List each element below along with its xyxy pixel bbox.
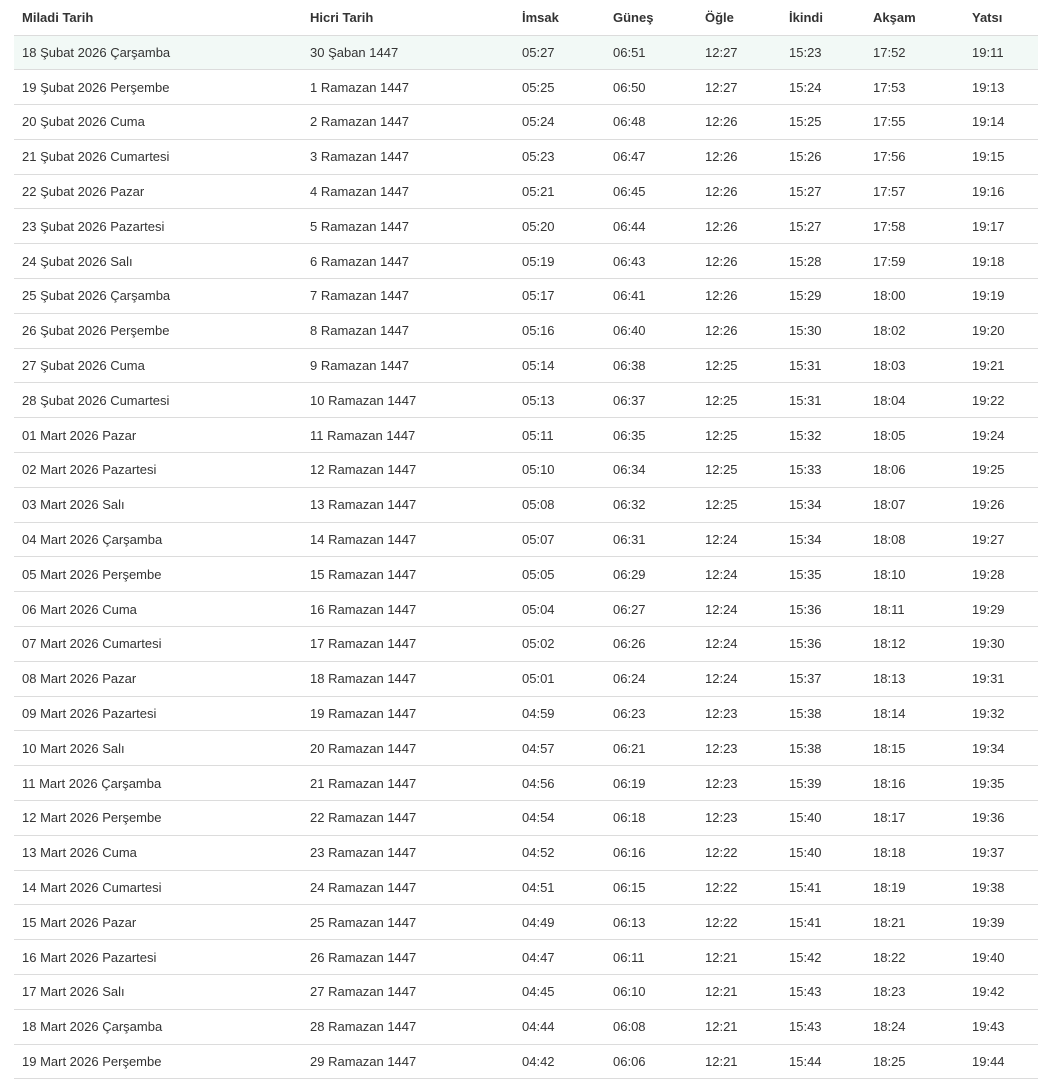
- gunes-cell: 06:18: [605, 801, 697, 836]
- gregorian-date-cell: 04 Mart 2026 Çarşamba: [14, 522, 302, 557]
- ogle-cell: 12:22: [697, 905, 781, 940]
- gregorian-date-cell: 23 Şubat 2026 Pazartesi: [14, 209, 302, 244]
- hijri-date-cell: 17 Ramazan 1447: [302, 627, 514, 662]
- gunes-cell: 06:34: [605, 453, 697, 488]
- gregorian-date-cell: 15 Mart 2026 Pazar: [14, 905, 302, 940]
- hijri-date-cell: 10 Ramazan 1447: [302, 383, 514, 418]
- imsak-cell: 05:01: [514, 661, 605, 696]
- yatsi-cell: 19:44: [964, 1044, 1038, 1079]
- hijri-date-cell: 3 Ramazan 1447: [302, 139, 514, 174]
- yatsi-cell: 19:37: [964, 835, 1038, 870]
- ikindi-cell: 15:40: [781, 801, 865, 836]
- hijri-date-cell: 7 Ramazan 1447: [302, 279, 514, 314]
- aksam-cell: 18:15: [865, 731, 964, 766]
- aksam-cell: 18:25: [865, 1044, 964, 1079]
- ikindi-cell: 15:27: [781, 209, 865, 244]
- hijri-date-cell: 16 Ramazan 1447: [302, 592, 514, 627]
- table-row: [14, 139, 1038, 174]
- aksam-cell: 18:21: [865, 905, 964, 940]
- imsak-cell: 05:02: [514, 627, 605, 662]
- ikindi-cell: 15:41: [781, 905, 865, 940]
- ogle-cell: 12:24: [697, 522, 781, 557]
- yatsi-cell: 19:39: [964, 905, 1038, 940]
- table-row: [14, 313, 1038, 348]
- gregorian-date-cell: 05 Mart 2026 Perşembe: [14, 557, 302, 592]
- yatsi-cell: 19:30: [964, 627, 1038, 662]
- gregorian-date-cell: 09 Mart 2026 Pazartesi: [14, 696, 302, 731]
- ogle-cell: 12:21: [697, 1044, 781, 1079]
- ikindi-cell: 15:27: [781, 174, 865, 209]
- yatsi-cell: 19:26: [964, 487, 1038, 522]
- gunes-cell: 06:29: [605, 557, 697, 592]
- table-row: [14, 940, 1038, 975]
- imsak-cell: 05:25: [514, 70, 605, 105]
- table-row: [14, 731, 1038, 766]
- gunes-cell: 06:13: [605, 905, 697, 940]
- imsak-cell: 04:59: [514, 696, 605, 731]
- table-row: [14, 418, 1038, 453]
- yatsi-cell: 19:21: [964, 348, 1038, 383]
- ogle-cell: 12:25: [697, 383, 781, 418]
- imsak-cell: 05:17: [514, 279, 605, 314]
- aksam-cell: 18:13: [865, 661, 964, 696]
- yatsi-cell: 19:36: [964, 801, 1038, 836]
- imsak-cell: 04:51: [514, 870, 605, 905]
- table-row: [14, 592, 1038, 627]
- hijri-date-cell: 11 Ramazan 1447: [302, 418, 514, 453]
- gunes-cell: 06:06: [605, 1044, 697, 1079]
- ikindi-cell: 15:42: [781, 940, 865, 975]
- header-aksam: Akşam: [865, 0, 964, 35]
- ikindi-cell: 15:38: [781, 731, 865, 766]
- gunes-cell: 06:40: [605, 313, 697, 348]
- ikindi-cell: 15:24: [781, 70, 865, 105]
- yatsi-cell: 19:40: [964, 940, 1038, 975]
- ikindi-cell: 15:34: [781, 487, 865, 522]
- header-gunes: Güneş: [605, 0, 697, 35]
- ogle-cell: 12:22: [697, 870, 781, 905]
- hijri-date-cell: 18 Ramazan 1447: [302, 661, 514, 696]
- ikindi-cell: 15:28: [781, 244, 865, 279]
- table-row: [14, 696, 1038, 731]
- ogle-cell: 12:23: [697, 696, 781, 731]
- table-row: [14, 835, 1038, 870]
- gunes-cell: 06:47: [605, 139, 697, 174]
- ikindi-cell: 15:23: [781, 35, 865, 70]
- aksam-cell: 18:16: [865, 766, 964, 801]
- aksam-cell: 18:18: [865, 835, 964, 870]
- table-row: [14, 174, 1038, 209]
- gunes-cell: 06:51: [605, 35, 697, 70]
- ikindi-cell: 15:43: [781, 1009, 865, 1044]
- gregorian-date-cell: 08 Mart 2026 Pazar: [14, 661, 302, 696]
- yatsi-cell: 19:38: [964, 870, 1038, 905]
- hijri-date-cell: 22 Ramazan 1447: [302, 801, 514, 836]
- yatsi-cell: 19:11: [964, 35, 1038, 70]
- ikindi-cell: 15:44: [781, 1044, 865, 1079]
- table-body: [14, 35, 1038, 1079]
- gunes-cell: 06:21: [605, 731, 697, 766]
- ogle-cell: 12:24: [697, 592, 781, 627]
- imsak-cell: 05:05: [514, 557, 605, 592]
- ogle-cell: 12:25: [697, 453, 781, 488]
- table-row: [14, 70, 1038, 105]
- table-row: [14, 453, 1038, 488]
- gregorian-date-cell: 26 Şubat 2026 Perşembe: [14, 313, 302, 348]
- gregorian-date-cell: 19 Şubat 2026 Perşembe: [14, 70, 302, 105]
- imsak-cell: 05:16: [514, 313, 605, 348]
- gunes-cell: 06:48: [605, 105, 697, 140]
- hijri-date-cell: 13 Ramazan 1447: [302, 487, 514, 522]
- prayer-times-table: [14, 0, 1038, 1079]
- table-row: [14, 975, 1038, 1010]
- imsak-cell: 04:57: [514, 731, 605, 766]
- imsak-cell: 04:45: [514, 975, 605, 1010]
- ogle-cell: 12:25: [697, 418, 781, 453]
- gregorian-date-cell: 12 Mart 2026 Perşembe: [14, 801, 302, 836]
- ogle-cell: 12:21: [697, 975, 781, 1010]
- header-hijri-date: Hicri Tarih: [302, 0, 514, 35]
- ikindi-cell: 15:32: [781, 418, 865, 453]
- ikindi-cell: 15:36: [781, 627, 865, 662]
- ogle-cell: 12:23: [697, 731, 781, 766]
- yatsi-cell: 19:42: [964, 975, 1038, 1010]
- ogle-cell: 12:26: [697, 105, 781, 140]
- gregorian-date-cell: 01 Mart 2026 Pazar: [14, 418, 302, 453]
- table-row: [14, 870, 1038, 905]
- header-row: [14, 0, 1038, 35]
- imsak-cell: 04:49: [514, 905, 605, 940]
- header-yatsi: Yatsı: [964, 0, 1038, 35]
- ikindi-cell: 15:34: [781, 522, 865, 557]
- yatsi-cell: 19:35: [964, 766, 1038, 801]
- gregorian-date-cell: 13 Mart 2026 Cuma: [14, 835, 302, 870]
- hijri-date-cell: 29 Ramazan 1447: [302, 1044, 514, 1079]
- imsak-cell: 05:21: [514, 174, 605, 209]
- gregorian-date-cell: 24 Şubat 2026 Salı: [14, 244, 302, 279]
- table-row: [14, 1044, 1038, 1079]
- imsak-cell: 04:44: [514, 1009, 605, 1044]
- table-row: [14, 348, 1038, 383]
- hijri-date-cell: 8 Ramazan 1447: [302, 313, 514, 348]
- aksam-cell: 18:08: [865, 522, 964, 557]
- header-ikindi: İkindi: [781, 0, 865, 35]
- table-row: [14, 279, 1038, 314]
- header-imsak: İmsak: [514, 0, 605, 35]
- imsak-cell: 05:23: [514, 139, 605, 174]
- ogle-cell: 12:24: [697, 557, 781, 592]
- gunes-cell: 06:11: [605, 940, 697, 975]
- gunes-cell: 06:44: [605, 209, 697, 244]
- aksam-cell: 17:55: [865, 105, 964, 140]
- hijri-date-cell: 30 Şaban 1447: [302, 35, 514, 70]
- ogle-cell: 12:26: [697, 279, 781, 314]
- hijri-date-cell: 20 Ramazan 1447: [302, 731, 514, 766]
- gregorian-date-cell: 27 Şubat 2026 Cuma: [14, 348, 302, 383]
- gregorian-date-cell: 18 Mart 2026 Çarşamba: [14, 1009, 302, 1044]
- ogle-cell: 12:26: [697, 209, 781, 244]
- gunes-cell: 06:43: [605, 244, 697, 279]
- yatsi-cell: 19:16: [964, 174, 1038, 209]
- aksam-cell: 18:03: [865, 348, 964, 383]
- table-row: [14, 487, 1038, 522]
- yatsi-cell: 19:43: [964, 1009, 1038, 1044]
- imsak-cell: 05:04: [514, 592, 605, 627]
- hijri-date-cell: 15 Ramazan 1447: [302, 557, 514, 592]
- imsak-cell: 05:07: [514, 522, 605, 557]
- ogle-cell: 12:22: [697, 835, 781, 870]
- ogle-cell: 12:26: [697, 313, 781, 348]
- ogle-cell: 12:25: [697, 348, 781, 383]
- ogle-cell: 12:26: [697, 244, 781, 279]
- aksam-cell: 18:06: [865, 453, 964, 488]
- hijri-date-cell: 12 Ramazan 1447: [302, 453, 514, 488]
- yatsi-cell: 19:13: [964, 70, 1038, 105]
- imsak-cell: 05:27: [514, 35, 605, 70]
- ikindi-cell: 15:38: [781, 696, 865, 731]
- gunes-cell: 06:31: [605, 522, 697, 557]
- ogle-cell: 12:24: [697, 627, 781, 662]
- aksam-cell: 18:14: [865, 696, 964, 731]
- header-gregorian-date: Miladi Tarih: [14, 0, 302, 35]
- aksam-cell: 18:12: [865, 627, 964, 662]
- imsak-cell: 05:13: [514, 383, 605, 418]
- imsak-cell: 05:20: [514, 209, 605, 244]
- gregorian-date-cell: 16 Mart 2026 Pazartesi: [14, 940, 302, 975]
- aksam-cell: 17:58: [865, 209, 964, 244]
- yatsi-cell: 19:25: [964, 453, 1038, 488]
- ikindi-cell: 15:30: [781, 313, 865, 348]
- ikindi-cell: 15:36: [781, 592, 865, 627]
- hijri-date-cell: 6 Ramazan 1447: [302, 244, 514, 279]
- ogle-cell: 12:21: [697, 1009, 781, 1044]
- hijri-date-cell: 14 Ramazan 1447: [302, 522, 514, 557]
- gregorian-date-cell: 28 Şubat 2026 Cumartesi: [14, 383, 302, 418]
- ogle-cell: 12:26: [697, 139, 781, 174]
- aksam-cell: 17:52: [865, 35, 964, 70]
- gunes-cell: 06:10: [605, 975, 697, 1010]
- gunes-cell: 06:08: [605, 1009, 697, 1044]
- yatsi-cell: 19:18: [964, 244, 1038, 279]
- aksam-cell: 17:56: [865, 139, 964, 174]
- aksam-cell: 18:17: [865, 801, 964, 836]
- gregorian-date-cell: 07 Mart 2026 Cumartesi: [14, 627, 302, 662]
- gunes-cell: 06:41: [605, 279, 697, 314]
- ikindi-cell: 15:39: [781, 766, 865, 801]
- hijri-date-cell: 2 Ramazan 1447: [302, 105, 514, 140]
- table-header: [14, 0, 1038, 35]
- gregorian-date-cell: 21 Şubat 2026 Cumartesi: [14, 139, 302, 174]
- aksam-cell: 18:07: [865, 487, 964, 522]
- ogle-cell: 12:24: [697, 661, 781, 696]
- imsak-cell: 05:10: [514, 453, 605, 488]
- table-row: [14, 209, 1038, 244]
- aksam-cell: 17:57: [865, 174, 964, 209]
- aksam-cell: 17:59: [865, 244, 964, 279]
- yatsi-cell: 19:32: [964, 696, 1038, 731]
- ogle-cell: 12:23: [697, 766, 781, 801]
- imsak-cell: 04:42: [514, 1044, 605, 1079]
- table-row: [14, 1009, 1038, 1044]
- yatsi-cell: 19:22: [964, 383, 1038, 418]
- gunes-cell: 06:50: [605, 70, 697, 105]
- hijri-date-cell: 24 Ramazan 1447: [302, 870, 514, 905]
- yatsi-cell: 19:28: [964, 557, 1038, 592]
- table-row: [14, 244, 1038, 279]
- gregorian-date-cell: 11 Mart 2026 Çarşamba: [14, 766, 302, 801]
- table-row: [14, 766, 1038, 801]
- gregorian-date-cell: 03 Mart 2026 Salı: [14, 487, 302, 522]
- yatsi-cell: 19:34: [964, 731, 1038, 766]
- gunes-cell: 06:26: [605, 627, 697, 662]
- table-row: [14, 905, 1038, 940]
- table-row: [14, 522, 1038, 557]
- imsak-cell: 04:52: [514, 835, 605, 870]
- imsak-cell: 05:11: [514, 418, 605, 453]
- imsak-cell: 04:56: [514, 766, 605, 801]
- table-row: [14, 627, 1038, 662]
- gregorian-date-cell: 25 Şubat 2026 Çarşamba: [14, 279, 302, 314]
- ikindi-cell: 15:37: [781, 661, 865, 696]
- table-row: [14, 661, 1038, 696]
- aksam-cell: 18:04: [865, 383, 964, 418]
- imsak-cell: 04:47: [514, 940, 605, 975]
- aksam-cell: 18:02: [865, 313, 964, 348]
- aksam-cell: 18:00: [865, 279, 964, 314]
- gregorian-date-cell: 17 Mart 2026 Salı: [14, 975, 302, 1010]
- yatsi-cell: 19:31: [964, 661, 1038, 696]
- gunes-cell: 06:15: [605, 870, 697, 905]
- ikindi-cell: 15:43: [781, 975, 865, 1010]
- aksam-cell: 18:24: [865, 1009, 964, 1044]
- ikindi-cell: 15:29: [781, 279, 865, 314]
- yatsi-cell: 19:14: [964, 105, 1038, 140]
- ogle-cell: 12:27: [697, 70, 781, 105]
- table-row: [14, 557, 1038, 592]
- ikindi-cell: 15:33: [781, 453, 865, 488]
- ikindi-cell: 15:26: [781, 139, 865, 174]
- ikindi-cell: 15:31: [781, 383, 865, 418]
- hijri-date-cell: 26 Ramazan 1447: [302, 940, 514, 975]
- hijri-date-cell: 25 Ramazan 1447: [302, 905, 514, 940]
- yatsi-cell: 19:19: [964, 279, 1038, 314]
- gregorian-date-cell: 19 Mart 2026 Perşembe: [14, 1044, 302, 1079]
- aksam-cell: 17:53: [865, 70, 964, 105]
- hijri-date-cell: 23 Ramazan 1447: [302, 835, 514, 870]
- table-row-today: [14, 35, 1038, 70]
- yatsi-cell: 19:24: [964, 418, 1038, 453]
- gregorian-date-cell: 18 Şubat 2026 Çarşamba: [14, 35, 302, 70]
- ogle-cell: 12:25: [697, 487, 781, 522]
- gunes-cell: 06:16: [605, 835, 697, 870]
- imsak-cell: 04:54: [514, 801, 605, 836]
- gunes-cell: 06:24: [605, 661, 697, 696]
- aksam-cell: 18:11: [865, 592, 964, 627]
- gregorian-date-cell: 10 Mart 2026 Salı: [14, 731, 302, 766]
- gunes-cell: 06:37: [605, 383, 697, 418]
- imsak-cell: 05:14: [514, 348, 605, 383]
- yatsi-cell: 19:15: [964, 139, 1038, 174]
- aksam-cell: 18:10: [865, 557, 964, 592]
- gregorian-date-cell: 14 Mart 2026 Cumartesi: [14, 870, 302, 905]
- hijri-date-cell: 5 Ramazan 1447: [302, 209, 514, 244]
- yatsi-cell: 19:17: [964, 209, 1038, 244]
- gunes-cell: 06:35: [605, 418, 697, 453]
- hijri-date-cell: 9 Ramazan 1447: [302, 348, 514, 383]
- ogle-cell: 12:27: [697, 35, 781, 70]
- gunes-cell: 06:32: [605, 487, 697, 522]
- gregorian-date-cell: 20 Şubat 2026 Cuma: [14, 105, 302, 140]
- gunes-cell: 06:23: [605, 696, 697, 731]
- gunes-cell: 06:38: [605, 348, 697, 383]
- yatsi-cell: 19:20: [964, 313, 1038, 348]
- prayer-times-table-container: [14, 0, 1038, 1079]
- hijri-date-cell: 21 Ramazan 1447: [302, 766, 514, 801]
- hijri-date-cell: 28 Ramazan 1447: [302, 1009, 514, 1044]
- ogle-cell: 12:23: [697, 801, 781, 836]
- imsak-cell: 05:19: [514, 244, 605, 279]
- gunes-cell: 06:27: [605, 592, 697, 627]
- table-row: [14, 383, 1038, 418]
- yatsi-cell: 19:29: [964, 592, 1038, 627]
- gunes-cell: 06:45: [605, 174, 697, 209]
- aksam-cell: 18:23: [865, 975, 964, 1010]
- imsak-cell: 05:08: [514, 487, 605, 522]
- yatsi-cell: 19:27: [964, 522, 1038, 557]
- hijri-date-cell: 19 Ramazan 1447: [302, 696, 514, 731]
- ikindi-cell: 15:41: [781, 870, 865, 905]
- ikindi-cell: 15:31: [781, 348, 865, 383]
- ogle-cell: 12:21: [697, 940, 781, 975]
- gregorian-date-cell: 22 Şubat 2026 Pazar: [14, 174, 302, 209]
- ogle-cell: 12:26: [697, 174, 781, 209]
- gregorian-date-cell: 06 Mart 2026 Cuma: [14, 592, 302, 627]
- aksam-cell: 18:19: [865, 870, 964, 905]
- hijri-date-cell: 4 Ramazan 1447: [302, 174, 514, 209]
- hijri-date-cell: 1 Ramazan 1447: [302, 70, 514, 105]
- imsak-cell: 05:24: [514, 105, 605, 140]
- aksam-cell: 18:05: [865, 418, 964, 453]
- table-row: [14, 801, 1038, 836]
- gunes-cell: 06:19: [605, 766, 697, 801]
- table-row: [14, 105, 1038, 140]
- ikindi-cell: 15:40: [781, 835, 865, 870]
- gregorian-date-cell: 02 Mart 2026 Pazartesi: [14, 453, 302, 488]
- hijri-date-cell: 27 Ramazan 1447: [302, 975, 514, 1010]
- header-ogle: Öğle: [697, 0, 781, 35]
- ikindi-cell: 15:25: [781, 105, 865, 140]
- aksam-cell: 18:22: [865, 940, 964, 975]
- ikindi-cell: 15:35: [781, 557, 865, 592]
